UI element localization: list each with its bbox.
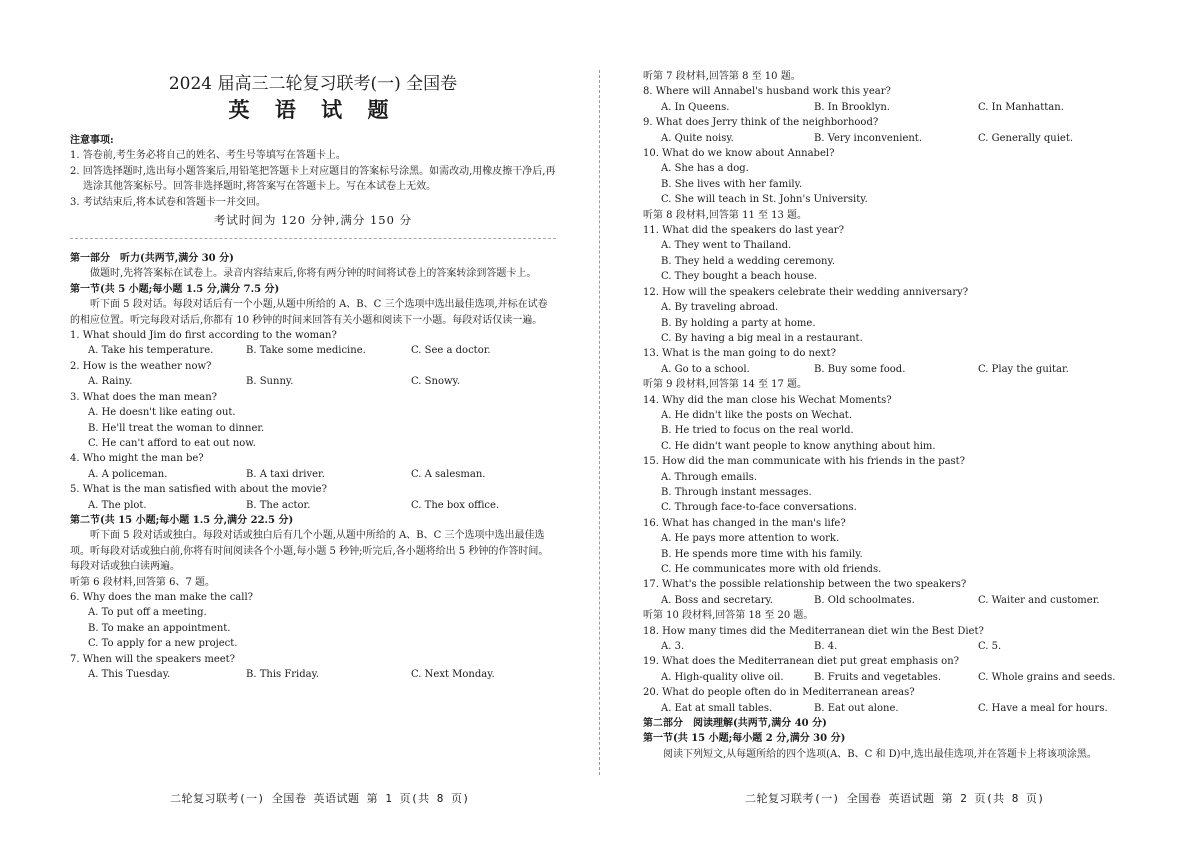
- option-b: B. Very inconvenient.: [814, 132, 922, 144]
- notice-item: 1. 答卷前,考生务必将自己的姓名、考生号等填写在答题卡上。: [70, 150, 346, 162]
- notice-item: 3. 考试结束后,将本试卷和答题卡一并交回。: [70, 196, 266, 208]
- option-c: C. In Manhattan.: [978, 101, 1064, 113]
- option-a: A. The plot.: [88, 499, 147, 511]
- options-row: [643, 131, 1133, 146]
- option-a: A. Eat at small tables.: [661, 702, 773, 714]
- question-2: 2. How is the weather now?: [70, 360, 212, 372]
- option-a: A. She has a dog.: [661, 163, 749, 175]
- option-b: B. Sunny.: [246, 376, 294, 388]
- option-c: C. Waiter and customer.: [978, 594, 1100, 606]
- option-b: B. Eat out alone.: [814, 702, 899, 714]
- question-18: 18. How many times did the Mediterranean diet win the Best Diet?: [643, 625, 984, 637]
- subject-title: 英 语 试 题: [228, 97, 398, 122]
- part1-intro: 做题时,先将答案标在试卷上。录音内容结束后,你将有两分钟的时间将试卷上的答案转涂到答题卡上。: [90, 268, 537, 280]
- page-2: [643, 69, 1133, 779]
- page-1: [70, 70, 556, 780]
- question-1: 1. What should Jim do first according to the woman?: [70, 330, 337, 342]
- material-10: 听第 10 段材料,回答第 18 至 20 题。: [643, 610, 814, 622]
- option-b: B. This Friday.: [246, 669, 320, 680]
- page-divider: [599, 70, 600, 775]
- question-15: 15. How did the man communicate with his friends in the past?: [643, 456, 966, 468]
- exam-title: 2024 届高三二轮复习联考(一) 全国卷: [168, 74, 458, 94]
- material-8: 听第 8 段材料,回答第 11 至 13 题。: [643, 209, 808, 221]
- option-c: C. See a doctor.: [411, 345, 491, 357]
- option-a: A. 3.: [661, 641, 685, 653]
- question-17: 17. What's the possible relationship between the two speakers?: [643, 579, 967, 591]
- option-a: A. Take his temperature.: [88, 345, 214, 357]
- options-row: [70, 467, 556, 482]
- question-4: 4. Who might the man be?: [70, 453, 204, 465]
- option-c: C. Generally quiet.: [978, 132, 1074, 144]
- option-c: C. He communicates more with old friends.: [661, 564, 882, 575]
- question-11: 11. What did the speakers do last year?: [643, 225, 844, 237]
- option-b: B. Take some medicine.: [246, 345, 366, 357]
- question-6: 6. Why does the man make the call?: [70, 591, 254, 603]
- option-a: A. Boss and secretary.: [661, 594, 773, 606]
- option-b: B. Fruits and vegetables.: [814, 671, 942, 683]
- option-a: A. He didn't like the posts on Wechat.: [661, 409, 852, 421]
- options-row: [70, 498, 556, 513]
- footer-page-1: 二轮复习联考(一) 全国卷 英语试题 第 1 页(共 8 页): [170, 792, 470, 805]
- option-b: B. Old schoolmates.: [814, 594, 915, 606]
- options-row: [643, 701, 1133, 716]
- option-b: B. In Brooklyn.: [814, 101, 890, 113]
- option-a: A. Go to a school.: [661, 363, 750, 375]
- option-a: A. By traveling abroad.: [661, 302, 779, 314]
- option-b: B. To make an appointment.: [88, 622, 231, 634]
- option-a: A. High-quality olive oil.: [661, 671, 784, 683]
- option-b: B. The actor.: [246, 499, 311, 511]
- option-b: B. He tried to focus on the real world.: [661, 425, 854, 437]
- question-8: 8. Where will Annabel's husband work this year?: [643, 86, 891, 98]
- options-row: [643, 100, 1133, 115]
- notice-item: 2. 回答选择题时,选出每小题答案后,用铅笔把答题卡上对应题目的答案标号涂黑。如需改动,用橡皮擦干净后,再选涂其他答案标号。回答非选择题时,将答案写在答题卡上。写在本试卷上无效。: [70, 165, 556, 193]
- question-14: 14. Why did the man close his Wechat Moments?: [643, 394, 892, 406]
- exam-time: 考试时间为 120 分钟,满分 150 分: [213, 213, 413, 228]
- footer-page-2: 二轮复习联考(一) 全国卷 英语试题 第 2 页(共 8 页): [745, 792, 1045, 805]
- question-7: 7. When will the speakers meet?: [70, 653, 236, 665]
- options-row: [643, 670, 1133, 685]
- option-c: C. Whole grains and seeds.: [978, 671, 1116, 683]
- section2-title: 第二节(共 15 小题;每小题 1.5 分,满分 22.5 分): [70, 514, 294, 526]
- options-row: [70, 667, 556, 682]
- material-9: 听第 9 段材料,回答第 14 至 17 题。: [643, 379, 808, 391]
- part2-section1-title: 第一节(共 15 小题;每小题 2 分,满分 30 分): [643, 733, 846, 745]
- option-a: A. A policeman.: [88, 468, 168, 480]
- question-3: 3. What does the man mean?: [70, 391, 218, 403]
- option-b: B. He spends more time with his family.: [661, 548, 863, 560]
- question-13: 13. What is the man going to do next?: [643, 348, 836, 360]
- option-c: C. The box office.: [411, 499, 500, 511]
- option-c: C. She will teach in St. John's University.: [661, 194, 868, 206]
- part1-title: 第一部分 听力(共两节,满分 30 分): [70, 253, 234, 265]
- part2-section1-intro: 阅读下列短文,从每题所给的四个选项(A、B、C 和 D)中,选出最佳选项,并在答题卡上将该项涂黑。: [663, 748, 1097, 760]
- option-b: B. 4.: [814, 641, 838, 653]
- option-c: C. He didn't want people to know anything about him.: [661, 440, 936, 452]
- options-row: [643, 639, 1133, 654]
- option-c: C. Next Monday.: [411, 669, 495, 680]
- question-20: 20. What do people often do in Mediterranean areas?: [643, 687, 915, 699]
- option-c: C. By having a big meal in a restaurant.: [661, 332, 863, 344]
- question-16: 16. What has changed in the man's life?: [643, 517, 846, 529]
- notice-title: 注意事项:: [70, 135, 114, 146]
- material-7: 听第 7 段材料,回答第 8 至 10 题。: [643, 71, 801, 82]
- option-a: A. He doesn't like eating out.: [88, 407, 236, 419]
- material-6: 听第 6 段材料,回答第 6、7 题。: [70, 576, 215, 588]
- section1-title: 第一节(共 5 小题;每小题 1.5 分,满分 7.5 分): [70, 283, 280, 295]
- options-row: [70, 343, 556, 358]
- option-b: B. Buy some food.: [814, 363, 906, 375]
- option-c: C. Have a meal for hours.: [978, 702, 1108, 714]
- option-c: C. They bought a beach house.: [661, 271, 818, 283]
- option-c: C. 5.: [978, 641, 1002, 653]
- option-a: A. He pays more attention to work.: [661, 533, 840, 545]
- divider-line: [70, 238, 556, 239]
- option-c: C. Play the guitar.: [978, 363, 1069, 375]
- option-a: A. To put off a meeting.: [88, 607, 207, 619]
- question-9: 9. What does Jerry think of the neighborhood?: [643, 117, 879, 129]
- option-b: B. A taxi driver.: [246, 468, 325, 480]
- option-b: B. They held a wedding ceremony.: [661, 255, 835, 267]
- option-c: C. Through face-to-face conversations.: [661, 502, 857, 514]
- option-b: B. By holding a party at home.: [661, 317, 816, 329]
- question-5: 5. What is the man satisfied with about the movie?: [70, 484, 327, 496]
- section2-intro: 听下面 5 段对话或独白。每段对话或独白后有几个小题,从题中所给的 A、B、C 三个选项中选出最佳选项。听每段对话或独白前,你将有时间阅读各个小题,每小题 5 秒钟;听完后,各小题将给出 5 秒钟的作答时间。每段对话或独白读两遍。: [70, 530, 549, 573]
- option-c: C. To apply for a new project.: [88, 638, 238, 650]
- option-a: A. Through emails.: [661, 471, 758, 483]
- question-10: 10. What do we know about Annabel?: [643, 148, 835, 160]
- option-a: A. Quite noisy.: [661, 132, 734, 144]
- section1-intro: 听下面 5 段对话。每段对话后有一个小题,从题中所给的 A、B、C 三个选项中选出最佳选项,并标在试卷的相应位置。听完每段对话后,你都有 10 秒钟的时间来回答有关小题和阅读下一小题。每段对话仅读一遍。: [70, 299, 548, 326]
- option-c: C. Snowy.: [411, 376, 461, 388]
- option-a: A. They went to Thailand.: [661, 240, 792, 252]
- options-row: [643, 593, 1133, 608]
- question-12: 12. How will the speakers celebrate their wedding anniversary?: [643, 286, 969, 298]
- option-a: A. In Queens.: [661, 101, 730, 113]
- option-b: B. He'll treat the woman to dinner.: [88, 422, 265, 434]
- options-row: [70, 374, 556, 389]
- part2-title: 第二部分 阅读理解(共两节,满分 40 分): [643, 718, 827, 730]
- options-row: [643, 362, 1133, 377]
- option-a: A. This Tuesday.: [88, 669, 171, 680]
- option-c: C. He can't afford to eat out now.: [88, 437, 256, 449]
- question-19: 19. What does the Mediterranean diet put great emphasis on?: [643, 656, 960, 668]
- option-b: B. Through instant messages.: [661, 486, 812, 498]
- option-a: A. Rainy.: [88, 376, 133, 388]
- option-c: C. A salesman.: [411, 468, 486, 480]
- option-b: B. She lives with her family.: [661, 178, 803, 190]
